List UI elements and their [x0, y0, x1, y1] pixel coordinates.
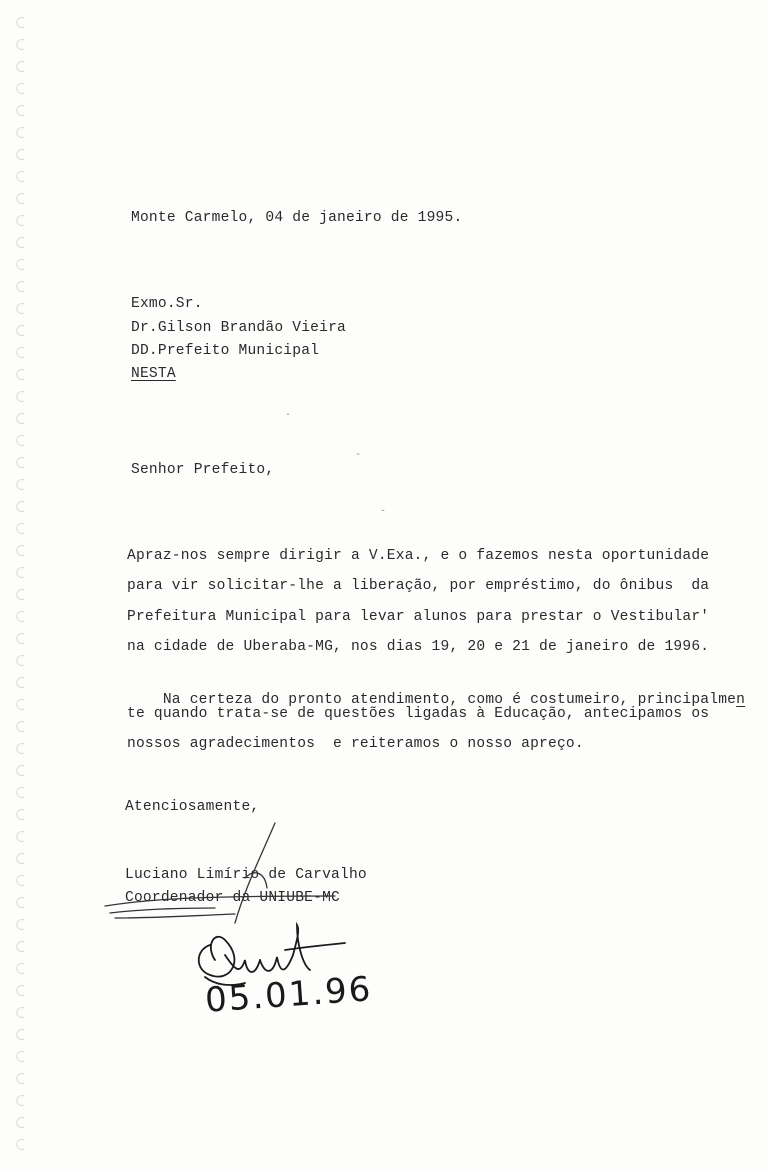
handwritten-date: 05.01.96: [203, 969, 374, 1021]
paragraph1-line: na cidade de Uberaba-MG, nos dias 19, 20 e 21 de janeiro de 1996.: [127, 639, 710, 655]
signatory-title: Coordenador da UNIUBE-MC: [125, 890, 340, 906]
paragraph2-line1-text: Na certeza do pronto atendimento, como é costumeiro, principalme: [162, 692, 737, 708]
recipient-location: NESTA: [131, 366, 176, 382]
paragraph1-line: para vir solicitar-lhe a liberação, por empréstimo, do ônibus da: [127, 578, 710, 594]
closing: Atenciosamente,: [125, 799, 260, 815]
date-line: Monte Carmelo, 04 de janeiro de 1995.: [131, 210, 463, 226]
signature-scribble: [95, 818, 355, 928]
perforation-edge: [14, 10, 28, 1160]
greeting: Senhor Prefeito,: [131, 462, 275, 478]
recipient-salutation-title: Exmo.Sr.: [131, 296, 203, 312]
paragraph2-line: te quando trata-se de questões ligadas à Educação, antecipamos os: [127, 706, 710, 722]
paragraph2-line1-underlined: n: [736, 692, 746, 708]
signatory-name: Luciano Limírio de Carvalho: [125, 867, 367, 883]
paragraph1-line: Prefeitura Municipal para levar alunos para prestar o Vestibular': [127, 609, 710, 625]
paragraph2-line: nossos agradecimentos e reiteramos o nosso apreço.: [127, 736, 584, 752]
recipient-name: Dr.Gilson Brandão Vieira: [131, 320, 346, 336]
letter-page: Monte Carmelo, 04 de janeiro de 1995. Exmo.Sr. Dr.Gilson Brandão Vieira DD.Prefeito Municipal NESTA · - ˇ Senhor Prefeito, Apraz-nos sempre dirigir a V.Exa., e o fazemos nesta oportunidade para vir solicitar-lhe a liberação, por empréstimo, do ônibus da Prefeitura Municipal para levar alunos para prestar o Vestibular' na cidade de Uberaba-MG, nos dias 19, 20 e 21 de janeiro de 1996. Na certeza do pronto atendimento, como é costumeiro, principalmen te quando trata-se de questões ligadas à Educação, antecipamos os nossos agradecimentos e reiteramos o nosso apreço. Atenciosamente, Luciano Limírio de Carvalho Coordenador da UNIUBE-MC 05.01.96: [0, 0, 768, 1171]
recipient-position: DD.Prefeito Municipal: [131, 343, 320, 359]
paragraph1-line: Apraz-nos sempre dirigir a V.Exa., e o fazemos nesta oportunidade: [127, 548, 710, 564]
